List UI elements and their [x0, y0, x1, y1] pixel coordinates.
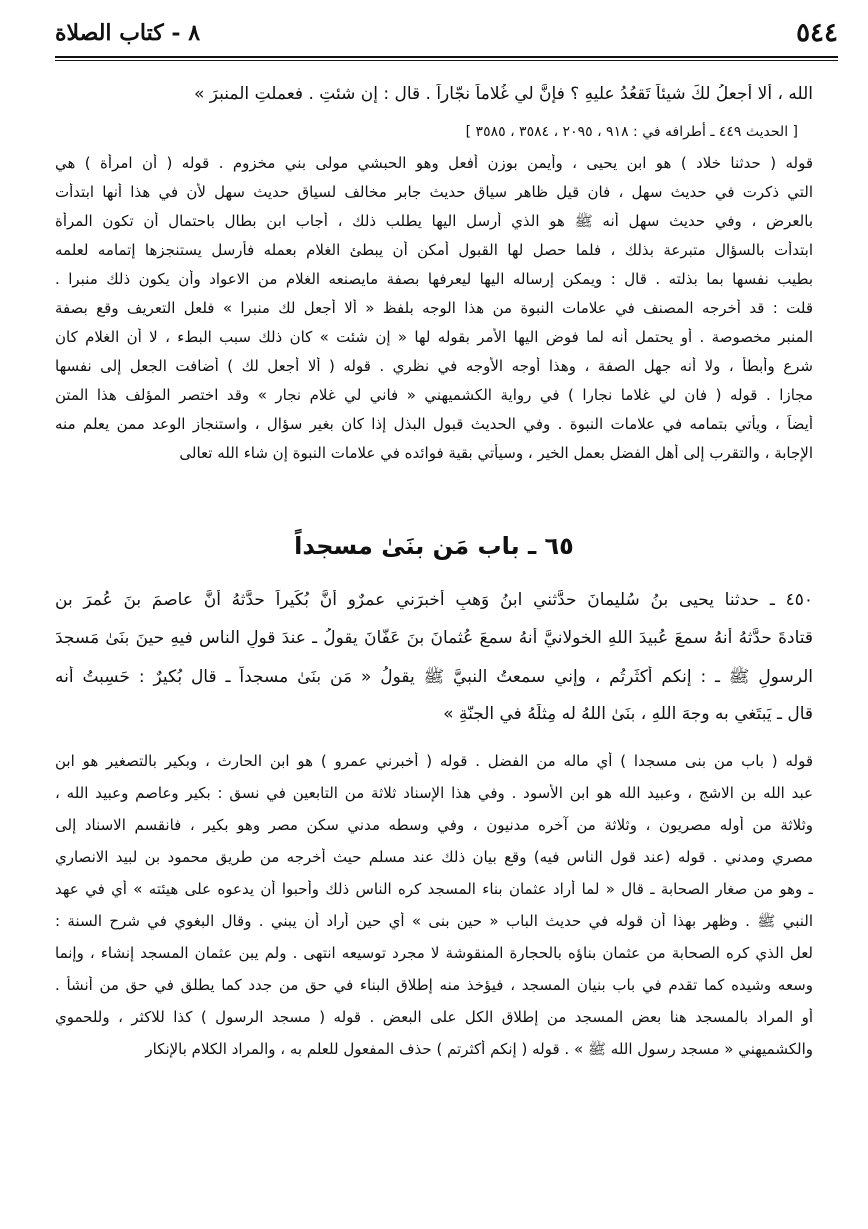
hadith-line: الرسولِ ﷺ ـ : إنكم أكثَرتُم ، وإني سمعتُ النبيَّ ﷺ يقولُ « مَن بنَىٰ مسجداً ـ قال بُكيرٌ : حَسِبتُ أنه: [55, 667, 813, 687]
commentary-line: قوله ( باب من بنى مسجدا ) أي ماله من الفضل . قوله ( أخبرني عمرو ) هو ابن الحارث ، وبكير بالتصغير هو ابن: [55, 752, 813, 770]
commentary-line: قلت : قد أخرجه المصنف في علامات النبوة من هذا الوجه بلفظ « ألا أجعل لك منبرا » فلعل التعريف وقع بصفة: [55, 299, 813, 317]
commentary-line: التي ذكرت في حديث سهل ، فان قيل ظاهر سياق حديث جابر مخالف لسياق حديث سهل لأن في هذا أنها ابتدأت: [55, 183, 813, 201]
hadith-end-line: الله ، ألا أجعلُ لكَ شيئاً تَقعُدُ عليهِ ؟ فإنَّ لي غُلاماً نجّاراً . قال : إن شئتِ . فعملتِ المنبرَ »: [193, 84, 813, 104]
commentary-line: عبد الله بن الاشج ، وعبيد الله هو ابن الأسود . وفي هذا الإسناد ثلاثة من التابعين في نسق : بكير وعاصم وعبيد الله ،: [55, 784, 813, 802]
commentary-line: قوله ( حدثنا خلاد ) هو ابن يحيى ، وأيمن بوزن أفعل وهو الحبشي مولى بني مخزوم . قوله ( أن امرأة ) هي: [55, 154, 813, 172]
commentary-line: أو المراد بالمسجد هنا بعض المسجد من إطلاق الكل على البعض . قوله ( مسجد الرسول ) كذا للاكثر ، وللحموي: [55, 1008, 813, 1026]
commentary-line: المنبر مخصوصة . أو يحتمل أنه لما فوض اليها الأمر بقوله لها « إن شئت » كان ذلك سبب البطء ، لا أن الغلام كان: [55, 328, 813, 346]
commentary-line: لعل الذي كره الصحابة من عثمان بناؤه بالحجارة المنقوشة لا مجرد توسيعه انتهى . ولم يبن عثمان المسجد إنشاء ، وإنما: [55, 944, 813, 962]
commentary-line: النبي ﷺ . وظهر بهذا أن قوله في حديث الباب « حين بنى » أي حين أراد أن يبني . وقال البغوي في شرح السنة :: [55, 912, 813, 930]
commentary-line: أيضاً ، ويأتي بتمامه في علامات النبوة . وفي الحديث قبول البذل إذا كان بغير سؤال ، واستنجاز الوعد ممن يعلم منه: [55, 415, 813, 433]
commentary-line: وسعه وشيده كما تقدم في باب بنيان المسجد ، فيؤخذ منه إطلاق البناء في حق من جدد كما يطلق في حق من أنشأ .: [55, 976, 813, 994]
commentary-line: مصري ومدني . قوله (عند قول الناس فيه) وقع بيان ذلك عند مسلم حيث أخرجه من طريق محمود بن لبيد الانصاري: [55, 848, 813, 866]
page-header: [55, 18, 838, 52]
hadith-line: قال ـ يَبتَغي به وجهَ اللهِ ، بنَىٰ اللهُ له مِثلَهُ في الجنّةِ »: [443, 704, 813, 724]
header-rule: [55, 56, 838, 58]
commentary-line: وثلاثة من أوله مصريون ، وثلاثة من آخره مدنيون ، وفي وسطه مدني سكن مصر وهو بكير ، فانقسم الاسناد إلى: [55, 816, 813, 834]
page-number: ٥٤٤: [796, 18, 838, 48]
hadith-line: قتادةَ حدَّثهُ أنهُ سمعَ عُبيدَ اللهِ الخولانيَّ أنهُ سمعَ عُثمانَ بنَ عَفّانَ يقولُ ـ عندَ قولِ الناسِ فيهِ حينَ بنَىٰ مَسجدَ: [55, 628, 813, 648]
commentary-line: ـ وهو من صغار الصحابة ـ قال « لما أراد عثمان بناء المسجد كره الناس ذلك وأحبوا أن يدعوه على هيئته » أي في عهد: [55, 880, 813, 898]
header-rule-thin: [55, 60, 838, 61]
commentary-line: والكشميهني « مسجد رسول الله ﷺ » . قوله ( إنكم أكثرتم ) حذف المفعول للعلم به ، والمراد الكلام بالإنكار: [145, 1040, 813, 1058]
commentary-line: الإجابة ، والتقرب إلى أهل الفضل بعمل الخير ، وسيأتي بقية فوائده في علامات النبوة إن شاء الله تعالى: [179, 444, 813, 462]
chapter-title: ٨ - كتاب الصلاة: [55, 20, 201, 46]
hadith-line: ٤٥٠ ـ حدثنا يحيى بنُ سُليمانَ حدَّثني ابنُ وَهبٍ أخبرَني عمرٌو أنَّ بُكَيراً حدَّثهُ أنَّ عاصمَ بنَ عُمرَ بنِ: [55, 590, 813, 610]
hadith-references: [ الحديث ٤٤٩ ـ أطرافه في : ٩١٨ ، ٢٠٩٥ ، ٣٥٨٤ ، ٣٥٨٥ ]: [465, 124, 798, 140]
section-heading: ٦٥ ـ باب مَن بنَىٰ مسجداً: [294, 532, 574, 560]
commentary-line: شرع وأبطأ ، ولا أنه جهل الصفة ، وهذا أوجه الأوجه في نظري . قوله ( ألا أجعل لك ) أضافت الجعل إلى نفسها: [55, 357, 813, 375]
commentary-line: ابتدأت بالسؤال متبرعة بذلك ، فلما حصل لها القبول أمكن أن يبطئ الغلام بعمله فأرسل يستنجزها إتمامه لعلمه: [55, 241, 813, 259]
commentary-line: مجازا . قوله ( فان لي غلاما نجارا ) في رواية الكشميهني « فاني لي غلام نجار » وقد اختصر المؤلف هذا المتن: [55, 386, 813, 404]
commentary-line: بطيب نفسها بما بذلته . قال : ويمكن إرساله اليها ليعرفها بصفة مايصنعه الغلام من الاعواد وأن يكون ذلك منبرا .: [55, 270, 813, 288]
commentary-line: بالعرض ، وفي حديث سهل أنه ﷺ هو الذي أرسل اليها يطلب ذلك ، أجاب ابن بطال باحتمال أن تكون المرأة: [55, 212, 813, 230]
